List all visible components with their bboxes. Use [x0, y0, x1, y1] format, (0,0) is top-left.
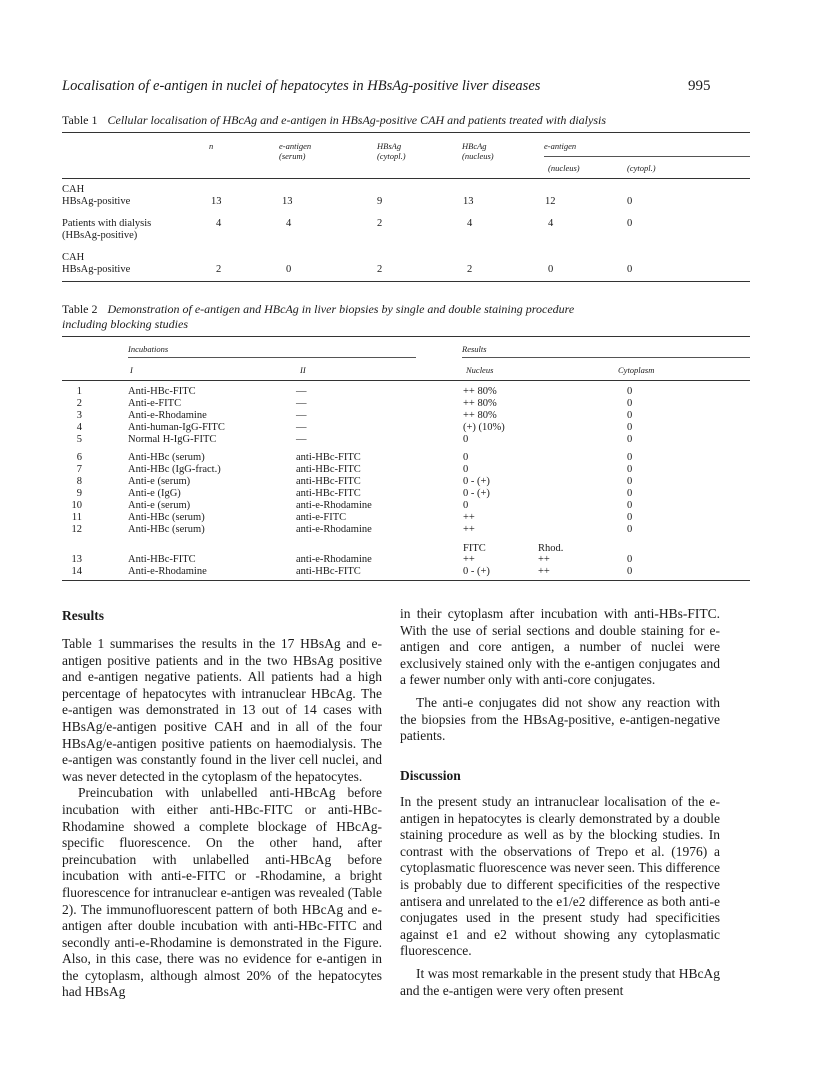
discussion-heading: Discussion: [400, 768, 461, 783]
t1-label1: CAH: [62, 184, 85, 195]
t2-cytoplasm-result: 0: [627, 512, 633, 523]
t1-h-eserum2: (serum): [279, 151, 306, 161]
t1-label1: Patients with dialysis: [62, 218, 152, 229]
t2-row-number: 8: [76, 476, 82, 487]
t2-cytoplasm-result: 0: [627, 500, 633, 511]
running-head: Localisation of e-antigen in nuclei of hepatocytes in HBsAg-positive liver diseases: [62, 78, 541, 94]
t1-hbcag: 2: [467, 264, 473, 275]
t2-nucleus-result: 0: [463, 500, 469, 511]
t1-h-ecytopl: (cytopl.): [627, 163, 656, 173]
t1-label2: HBsAg-positive: [62, 264, 131, 275]
t2-h-fitc: FITC: [463, 543, 486, 554]
t2-row-number: 9: [76, 488, 82, 499]
t1-h-hbcag2: (nucleus): [462, 151, 494, 161]
t2-incubation-2: —: [296, 398, 307, 409]
table1-label: Table 1: [62, 113, 98, 127]
t2-row-number: 7: [76, 464, 82, 475]
t1-label1: CAH: [62, 252, 85, 263]
t1-e-nuc: 4: [548, 218, 554, 229]
t2-results-rule: [462, 357, 750, 358]
t2-cytoplasm-result: 0: [627, 386, 633, 397]
t2-row-number: 4: [76, 422, 82, 433]
t1-h-egroup: e-antigen: [544, 141, 577, 151]
results-paragraph-2: Preincubation with unlabelled anti-HBcAg before incubation with either anti-HBc-FITC or anti-HBc-Rhodamine showed a complete blockage of HBcAg-specific fluorescence. On the other hand, after preincubation with unlabelled anti-HBcAg before incubation with anti-e-FITC or -Rhodamine, a bright fluorescence for intranuclear e-antigen was revealed (Table 2). The immunofluorescent pattern of both HBcAg and e-antigen after double incubation with anti-HBc-FITC and secondly anti-e-Rhodamine is demonstrated in the Figure. Also, in this case, there was no evidence for e-antigen in the cytoplasm, although almost 20% of the hepatocytes had HBsAg: [62, 785, 382, 1000]
t1-e-serum: 13: [282, 196, 293, 207]
t1-h-hbsag2: (cytopl.): [377, 151, 406, 161]
t1-e-serum: 4: [286, 218, 292, 229]
t2-row-number: 3: [76, 410, 82, 421]
t1-e-serum: 0: [286, 264, 292, 275]
t1-e-cyt: 0: [627, 196, 633, 207]
t1-e-cyt: 0: [627, 264, 633, 275]
t2-nucleus-result: 0: [463, 434, 469, 445]
t2-incubation-1: Anti-human-IgG-FITC: [128, 422, 225, 433]
t2-cytoplasm-result: 0: [627, 488, 633, 499]
t2-cytoplasm-result: 0: [627, 554, 633, 565]
t2-nucleus-result: ++: [463, 512, 475, 523]
t2-incubation-1: Normal H-IgG-FITC: [128, 434, 217, 445]
results-heading: Results: [62, 608, 105, 623]
t2-incubation-2: —: [296, 422, 307, 433]
t2-h-nucleus: Nucleus: [466, 365, 494, 375]
t2-incubation-1: Anti-e-Rhodamine: [128, 410, 207, 421]
results-paragraph-4: The anti-e conjugates did not show any reaction with the biopsies from the HBsAg-positive, e-antigen-negative patients.: [400, 694, 720, 744]
t2-h-col1: I: [130, 365, 133, 375]
results-paragraph-1: Table 1 summarises the results in the 17 HBsAg and e-antigen positive patients and in the two HBsAg positive and e-antigen negative patients. All patients had a high percentage of hepatocytes with intranuclear HBcAg. The e-antigen was demonstrated in 13 out of 14 cases with HBsAg/e-antigen positive CAH and in all of the four HBsAg/e-antigen positive patients on haemodialysis. The e-antigen was constantly found in the liver cell nuclei, and was never detected in the cytoplasm of the hepatocytes.: [62, 636, 382, 784]
t2-cytoplasm-result: 0: [627, 422, 633, 433]
t1-e-nuc: 0: [548, 264, 554, 275]
t1-h-hbsag1: HBsAg: [377, 141, 402, 151]
t2-incubation-1: Anti-HBc-FITC: [128, 554, 196, 565]
t1-label2: HBsAg-positive: [62, 196, 131, 207]
t2-h-results: Results: [462, 344, 487, 354]
table1-caption-block: [62, 113, 606, 128]
t2-nucleus-result: ++ 80%: [463, 386, 497, 397]
t2-h-incubations: Incubations: [128, 344, 169, 354]
t2-incubation-1: Anti-HBc (serum): [128, 512, 205, 523]
t2-row-number: 14: [71, 566, 82, 577]
t1-n: 2: [216, 264, 222, 275]
t2-nucleus-result: 0 - (+): [463, 488, 490, 499]
t2-incubation-2: anti-HBc-FITC: [296, 488, 361, 499]
right-column-text-bottom: [400, 794, 720, 999]
t2-nucleus-result: ++ 80%: [463, 398, 497, 409]
t1-hbsag: 9: [377, 196, 383, 207]
t2-incub-rule: [128, 357, 416, 358]
t2-incubation-2: —: [296, 434, 307, 445]
table1-header-rule: [62, 178, 750, 179]
t2-fitc-result: 0 - (+): [463, 566, 490, 577]
t2-incubation-2: anti-HBc-FITC: [296, 452, 361, 463]
t2-incubation-2: anti-e-FITC: [296, 512, 347, 523]
t1-h-enucleus: (nucleus): [548, 163, 580, 173]
t2-rhod-result: ++: [538, 554, 550, 565]
table1-bottom-rule: [62, 281, 750, 282]
t2-nucleus-result: 0 - (+): [463, 476, 490, 487]
table1-top-rule: [62, 132, 750, 133]
table2-caption-line2: including blocking studies: [62, 317, 188, 331]
t2-cytoplasm-result: 0: [627, 464, 633, 475]
t2-incubation-2: anti-e-Rhodamine: [296, 500, 372, 511]
t2-cytoplasm-result: 0: [627, 524, 633, 535]
t2-nucleus-result: ++: [463, 524, 475, 535]
t2-incubation-2: anti-e-Rhodamine: [296, 554, 372, 565]
t2-incubation-2: anti-HBc-FITC: [296, 464, 361, 475]
t2-incubation-1: Anti-HBc-FITC: [128, 386, 196, 397]
t2-cytoplasm-result: 0: [627, 434, 633, 445]
table2-bottom-rule: [62, 580, 750, 581]
t2-rhod-result: ++: [538, 566, 550, 577]
t2-incubation-1: Anti-e (serum): [128, 500, 191, 511]
t2-h-rhod: Rhod.: [538, 543, 564, 554]
t2-nucleus-result: (+) (10%): [463, 422, 505, 433]
t2-incubation-1: Anti-e-Rhodamine: [128, 566, 207, 577]
t1-label2: (HBsAg-positive): [62, 230, 138, 241]
t2-row-number: 11: [71, 512, 82, 523]
t2-incubation-1: Anti-e-FITC: [128, 398, 182, 409]
t1-h-eserum1: e-antigen: [279, 141, 312, 151]
t2-fitc-result: ++: [463, 554, 475, 565]
table2-caption-line1: Demonstration of e-antigen and HBcAg in liver biopsies by single and double staining procedure: [107, 302, 575, 316]
results-paragraph-3: in their cytoplasm after incubation with anti-HBs-FITC. With the use of serial sections and double staining for e-antigen and core antigen, a number of nuclei were exclusively stained only with the e-antigen conjugates and a fewer number only with anti-core conjugates.: [400, 606, 720, 688]
t2-h-col2: II: [300, 365, 306, 375]
t1-hbsag: 2: [377, 218, 383, 229]
t2-incubation-2: anti-HBc-FITC: [296, 476, 361, 487]
t2-row-number: 10: [71, 500, 82, 511]
discussion-paragraph-1: In the present study an intranuclear localisation of the e-antigen in hepatocytes is clearly demonstrated by a double staining procedure as well as by the blocking studies. In contrast with the observations of Trepo et al. (1976) a cytoplasmatic fluorescence was never seen. This difference is probably due to different specificities of the respective antisera and unrelated to the e1/e2 difference as both anti-e conjugates used in the present study had specificities against e1 and e2 without showing any cytoplasmatic fluorescence.: [400, 794, 720, 959]
t2-cytoplasm-result: 0: [627, 476, 633, 487]
t2-cytoplasm-result: 0: [627, 566, 633, 577]
t1-egroup-rule: [544, 156, 750, 157]
t2-nucleus-result: 0: [463, 452, 469, 463]
t1-h-n: n: [209, 141, 214, 151]
t2-row-number: 5: [76, 434, 82, 445]
t2-row-number: 13: [71, 554, 82, 565]
t1-e-cyt: 0: [627, 218, 633, 229]
table1-caption: Cellular localisation of HBcAg and e-antigen in HBsAg-positive CAH and patients treated with dialysis: [107, 113, 606, 127]
discussion-paragraph-2: It was most remarkable in the present study that HBcAg and the e-antigen were very often present: [400, 965, 720, 998]
left-column-text: [62, 636, 382, 1001]
t1-e-nuc: 12: [545, 196, 556, 207]
t2-incubation-1: Anti-e (serum): [128, 476, 191, 487]
t1-n: 13: [211, 196, 222, 207]
table2-header-rule: [62, 380, 750, 381]
t2-cytoplasm-result: 0: [627, 410, 633, 421]
table2-top-rule: [62, 336, 750, 337]
t2-row-number: 2: [76, 398, 82, 409]
table2-caption-block: [62, 302, 574, 332]
t2-row-number: 6: [76, 452, 82, 463]
t2-incubation-2: anti-e-Rhodamine: [296, 524, 372, 535]
t1-hbcag: 13: [463, 196, 474, 207]
t2-incubation-1: Anti-HBc (IgG-fract.): [128, 464, 221, 475]
t2-cytoplasm-result: 0: [627, 452, 633, 463]
t2-incubation-1: Anti-HBc (serum): [128, 524, 205, 535]
t2-row-number: 12: [71, 524, 82, 535]
right-column-text-top: [400, 606, 720, 745]
t2-cytoplasm-result: 0: [627, 398, 633, 409]
t2-row-number: 1: [76, 386, 82, 397]
t2-incubation-2: anti-HBc-FITC: [296, 566, 361, 577]
t1-n: 4: [216, 218, 222, 229]
page-number: 995: [688, 78, 711, 94]
table2-label: Table 2: [62, 302, 98, 316]
t2-incubation-1: Anti-e (IgG): [128, 488, 181, 499]
t2-nucleus-result: 0: [463, 464, 469, 475]
t2-incubation-2: —: [296, 386, 307, 397]
t1-hbcag: 4: [467, 218, 473, 229]
t2-incubation-1: Anti-HBc (serum): [128, 452, 205, 463]
t1-h-hbcag1: HBcAg: [462, 141, 487, 151]
t1-hbsag: 2: [377, 264, 383, 275]
t2-nucleus-result: ++ 80%: [463, 410, 497, 421]
t2-incubation-2: —: [296, 410, 307, 421]
t2-h-cytoplasm: Cytoplasm: [618, 365, 655, 375]
